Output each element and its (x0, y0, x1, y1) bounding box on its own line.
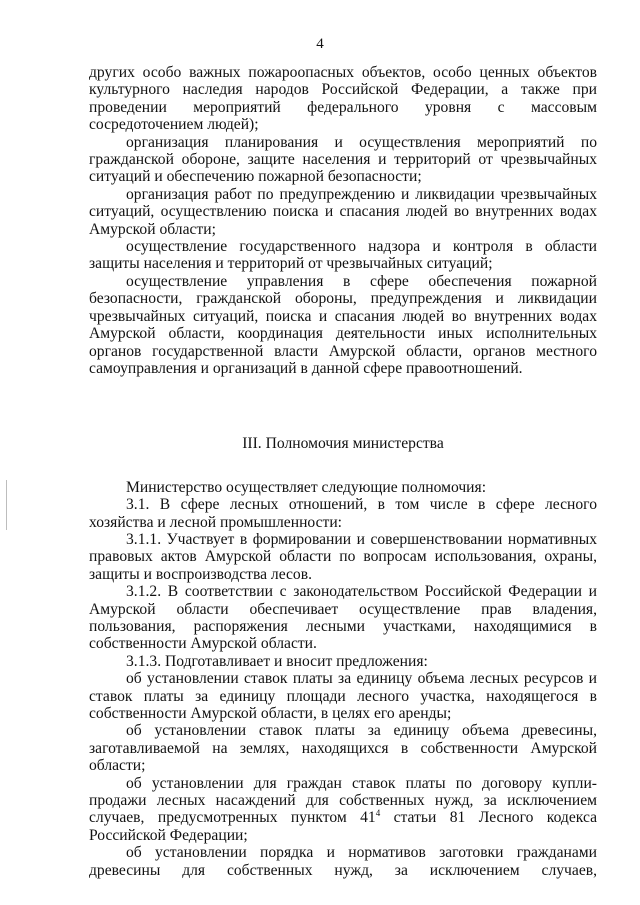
paragraph: 3.1. В сфере лесных отношений, в том числе в сфере лесного хозяйства и лесной промышленности: (89, 496, 597, 531)
paragraph: 3.1.2. В соответствии с законодательством Российской Федерации и Амурской области обеспечивает осуществление прав владения, пользования, распоряжения лесными участками, находящимися в собственности Амурской области. (89, 583, 597, 653)
paragraph: 3.1.3. Подготавливает и вносит предложения: (126, 652, 428, 670)
article-superscript: 4 (375, 808, 381, 819)
article-text-after: статьи 81 Лесного кодекса Российской Федерации; (89, 809, 597, 844)
scan-fold-mark (6, 480, 7, 530)
paragraph-article-reference (89, 775, 597, 845)
article-text-before: об установлении для граждан ставок платы по договору купли-продажи лесных насаждений для собственных нужд, за исключением случаев, предусмотренных пунктом 41 (89, 774, 597, 827)
paragraph: об установлении ставок платы за единицу объема лесных ресурсов и ставок платы за единицу площади лесного участка, находящегося в собственности Амурской области, в целях его аренды; (89, 670, 597, 722)
section-heading: III. Полномочия министерства (242, 435, 444, 453)
paragraph: 3.1.1. Участвует в формировании и совершенствовании нормативных правовых актов Амурской области по вопросам использования, охраны, защиты и воспроизводства лесов. (89, 530, 597, 583)
paragraph: осуществление управления в сфере обеспечения пожарной безопасности, гражданской обороны, предупреждения и ликвидации чрезвычайных ситуаций, поиска и спасания людей во внутренних водах Амурской области, координация деятельности иных исполнительных органов государственной власти Амурской области, органов местного самоуправления и организаций в данной сфере правоотношений. (89, 272, 597, 377)
paragraph: организация работ по предупреждению и ликвидации чрезвычайных ситуаций, осуществлению поиска и спасания людей во внутренних водах Амурской области; (89, 185, 597, 238)
paragraph-continuation: других особо важных пожароопасных объектов, особо ценных объектов культурного наследия народов Российской Федерации, а также при проведении мероприятий федерального уровня с массовым сосредоточением людей); (89, 64, 597, 134)
paragraph-truncated: об установлении порядка и нормативов заготовки гражданами древесины для собственных нужд, за исключением случаев, (89, 844, 597, 879)
page-number: 4 (316, 36, 324, 52)
paragraph: об установлении ставок платы за единицу объема древесины, заготавливаемой на землях, находящихся в собственности Амурской области; (89, 722, 597, 775)
paragraph: организация планирования и осуществления мероприятий по гражданской обороне, защите населения и территорий от чрезвычайных ситуаций и обеспечению пожарной безопасности; (89, 133, 597, 186)
paragraph: осуществление государственного надзора и контроля в области защиты населения и территорий от чрезвычайных ситуаций; (89, 238, 597, 273)
paragraph: Министерство осуществляет следующие полномочия: (126, 478, 487, 496)
document-body (89, 64, 597, 879)
